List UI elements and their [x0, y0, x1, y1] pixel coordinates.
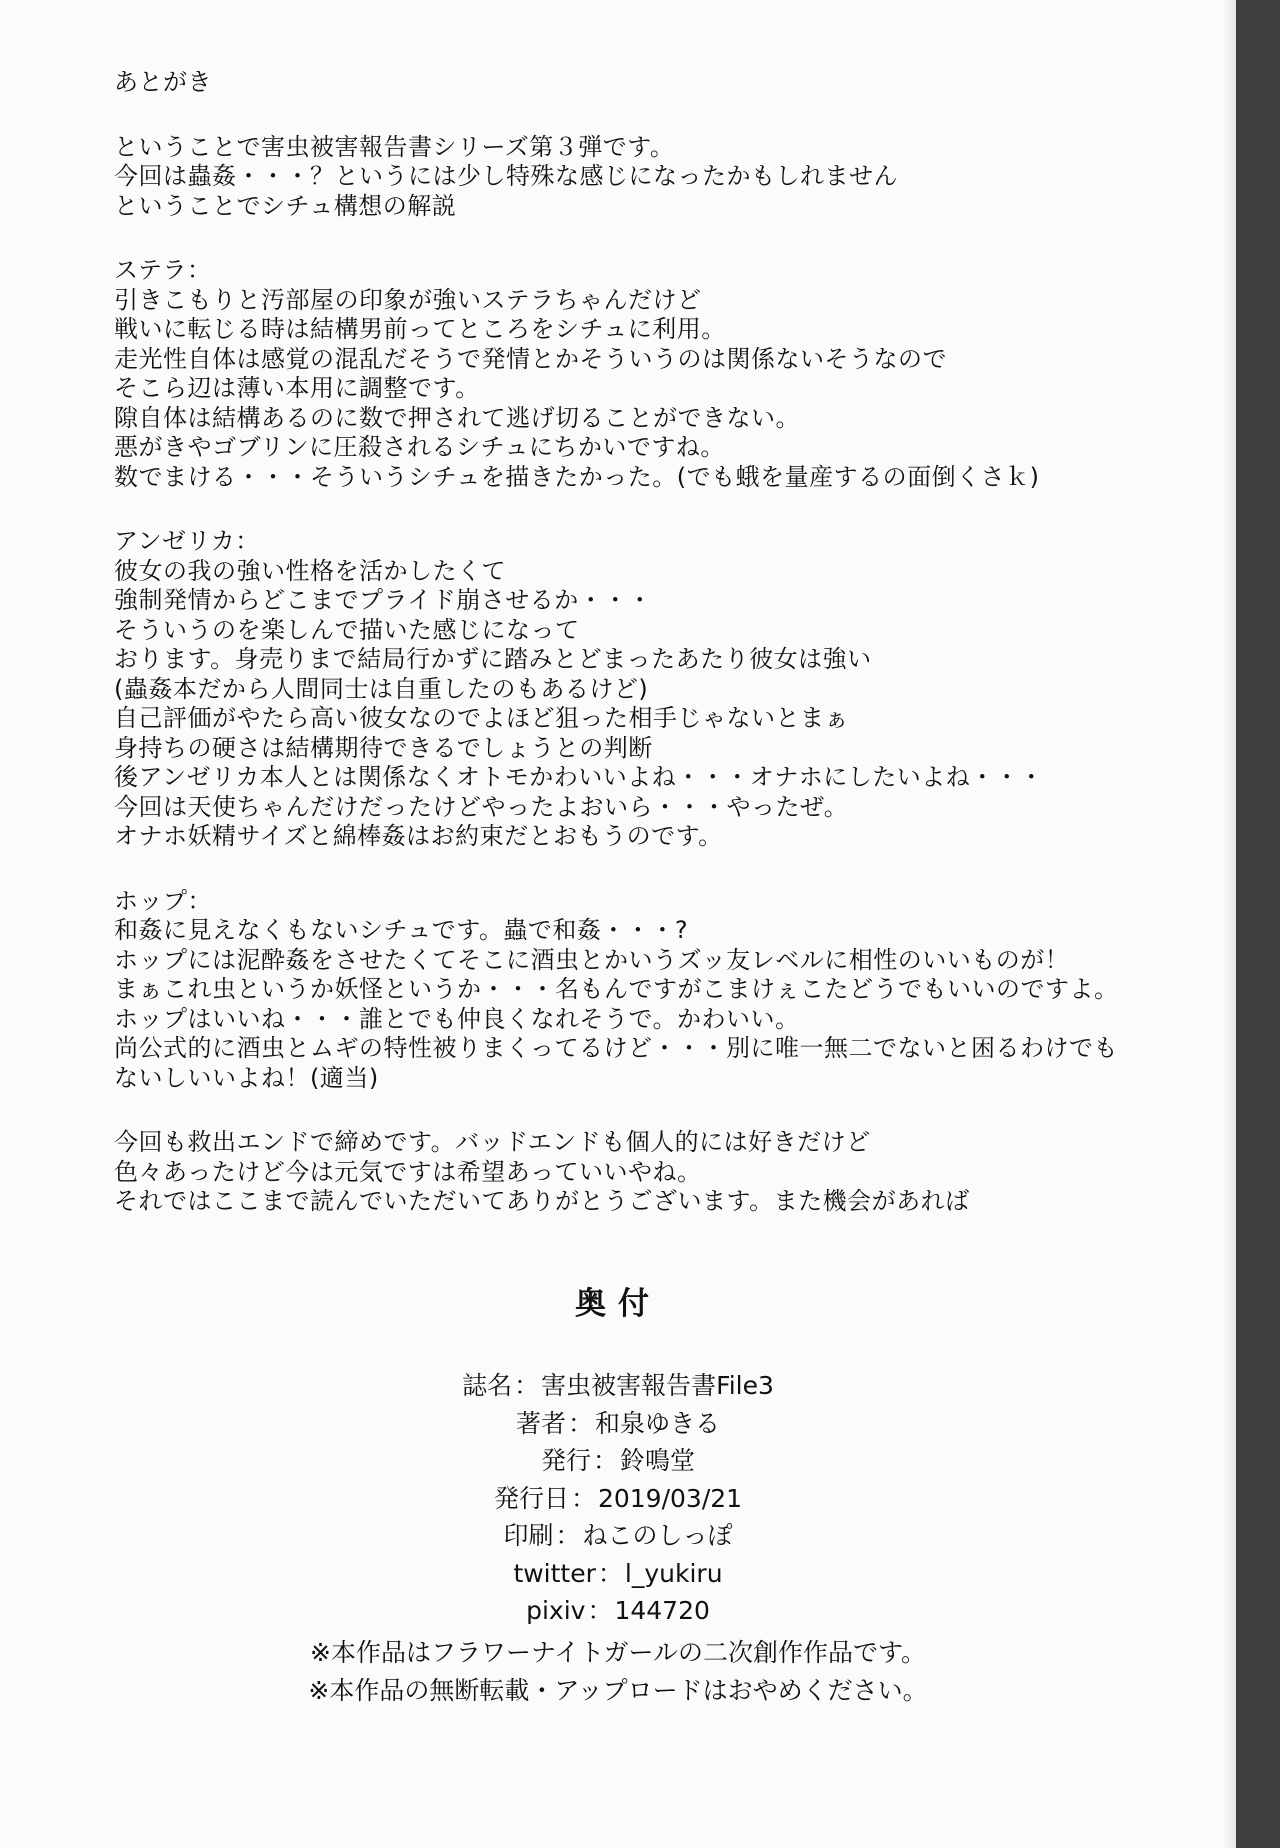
- field-label: 誌名: [462, 1371, 513, 1400]
- text-line: 今回も救出エンドで締めです。バッドエンドも個人的には好きだけど: [114, 1128, 871, 1156]
- colophon-fields: [0, 1367, 1236, 1630]
- text-line: 走光性自体は感覚の混乱だそうで発情とかそういうのは関係ないそうなので: [114, 344, 947, 373]
- text-line: ないしいいよね！(適当): [114, 1063, 379, 1092]
- text-line: 悪がきやゴブリンに圧殺されるシチュにちかいですね。: [114, 433, 725, 461]
- note-line: ※本作品の無断転載・アップロードはおやめください。: [308, 1675, 928, 1705]
- text-line: 和姦に見えなくもないシチュです。蟲で和姦・・・?: [114, 916, 689, 944]
- intro-paragraph: [114, 133, 1174, 222]
- colophon-field-title: [0, 1367, 1236, 1405]
- hop-paragraph: [114, 887, 1174, 1094]
- field-separator: ：: [592, 1446, 618, 1475]
- text-line: 隙自体は結構あるのに数で押されて逃げ切ることができない。: [114, 403, 800, 432]
- afterword-section: [114, 68, 1174, 1252]
- angelica-paragraph: [114, 527, 1174, 852]
- text-line: 数でまける・・・そういうシチュを描きたかった。(でも蛾を量産するの面倒くさｋ): [114, 462, 1040, 491]
- text-line: 後アンゼリカ本人とは関係なくオトモかわいいよね・・・オナホにしたいよね・・・: [114, 763, 1044, 791]
- field-label: twitter: [513, 1558, 596, 1588]
- field-value: ねこのしっぽ: [582, 1521, 733, 1550]
- field-separator: ：: [597, 1558, 623, 1588]
- note-line: ※本作品はフラワーナイトガールの二次創作作品です。: [310, 1638, 926, 1667]
- closing-paragraph: [114, 1128, 1174, 1217]
- field-separator: ：: [514, 1371, 540, 1400]
- section-label: ステラ：: [114, 256, 212, 284]
- field-label: pixiv: [526, 1596, 586, 1625]
- text-line: 自己評価がやたら高い彼女なのでよほど狙った相手じゃないとまぁ: [114, 704, 849, 732]
- text-line: オナホ妖精サイズと綿棒姦はお約束だとおもうのです。: [114, 822, 723, 850]
- text-line: ということで害虫被害報告書シリーズ第３弾です。: [114, 132, 675, 161]
- field-value: 2019/03/21: [597, 1483, 743, 1513]
- text-line: 尚公式的に酒虫とムギの特性被りまくってるけど・・・別に唯一無二でないと困るわけでも: [114, 1034, 1119, 1062]
- scan-border: [1236, 0, 1280, 1848]
- text-line: 色々あったけど今は元気ですは希望あっていいやね。: [114, 1157, 702, 1186]
- colophon-field-publisher: [0, 1442, 1236, 1480]
- field-separator: ：: [567, 1408, 593, 1438]
- text-line: ホップには泥酔姦をさせたくてそこに酒虫とかいうズッ友レベルに相性のいいものが！: [114, 945, 1070, 974]
- afterword-heading: あとがき: [114, 68, 212, 96]
- text-line: ということでシチュ構想の解説: [114, 191, 457, 220]
- field-value: l_yukiru: [624, 1558, 723, 1588]
- colophon-title: 奥付: [575, 1286, 661, 1322]
- stella-paragraph: [114, 256, 1174, 492]
- text-line: 強制発情からどこまでプライド崩させるか・・・: [114, 586, 653, 614]
- text-line: 彼女の我の強い性格を活かしたくて: [114, 556, 506, 585]
- section-label: ホップ：: [114, 886, 212, 915]
- field-label: 発行: [540, 1446, 591, 1475]
- text-line: それではここまで読んでいただいてありがとうございます。また機会があれば: [114, 1187, 970, 1215]
- field-label: 印刷: [503, 1521, 554, 1550]
- text-line: ホップはいいね・・・誰とでも仲良くなれそうで。かわいい。: [114, 1004, 800, 1033]
- text-line: そういうのを楽しんで描いた感じになって: [114, 615, 580, 644]
- field-label: 発行日: [493, 1483, 569, 1513]
- colophon-field-pixiv: [0, 1592, 1236, 1630]
- text-line: 今回は天使ちゃんだけだったけどやったよおいら・・・やったぜ。: [114, 792, 849, 821]
- field-separator: ：: [570, 1483, 596, 1513]
- section-label: アンゼリカ：: [114, 527, 260, 555]
- text-line: 戦いに転じる時は結構男前ってところをシチュに利用。: [114, 315, 726, 343]
- text-line: 今回は蟲姦・・・？というには少し特殊な感じになったかもしれません: [114, 162, 898, 190]
- text-line: (蟲姦本だから人間同士は自重したのもあるけど): [114, 674, 649, 703]
- text-line: 身持ちの硬さは結構期待できるでしょうとの判断: [114, 733, 653, 762]
- field-separator: ：: [555, 1521, 581, 1550]
- text-line: 引きこもりと汚部屋の印象が強いステラちゃんだけど: [114, 285, 702, 314]
- field-value: 和泉ゆきる: [595, 1408, 721, 1438]
- colophon-notes: [0, 1634, 1236, 1709]
- field-value: 144720: [614, 1596, 710, 1625]
- colophon-field-printer: [0, 1517, 1236, 1555]
- text-line: まぁこれ虫というか妖怪というか・・・名もんですがこまけぇこたどうでもいいのですよ。: [114, 975, 1119, 1003]
- text-line: おります。身売りまで結局行かずに踏みとどまったあたり彼女は強い: [114, 645, 872, 673]
- text-line: そこら辺は薄い本用に調整です。: [114, 374, 480, 402]
- field-value: 鈴鳴堂: [620, 1446, 696, 1475]
- colophon-field-date: [0, 1480, 1236, 1518]
- field-label: 著者: [515, 1408, 566, 1438]
- colophon-field-author: [0, 1405, 1236, 1443]
- field-value: 害虫被害報告書File3: [541, 1371, 774, 1400]
- colophon-field-twitter: [0, 1555, 1236, 1593]
- field-separator: ：: [587, 1596, 613, 1625]
